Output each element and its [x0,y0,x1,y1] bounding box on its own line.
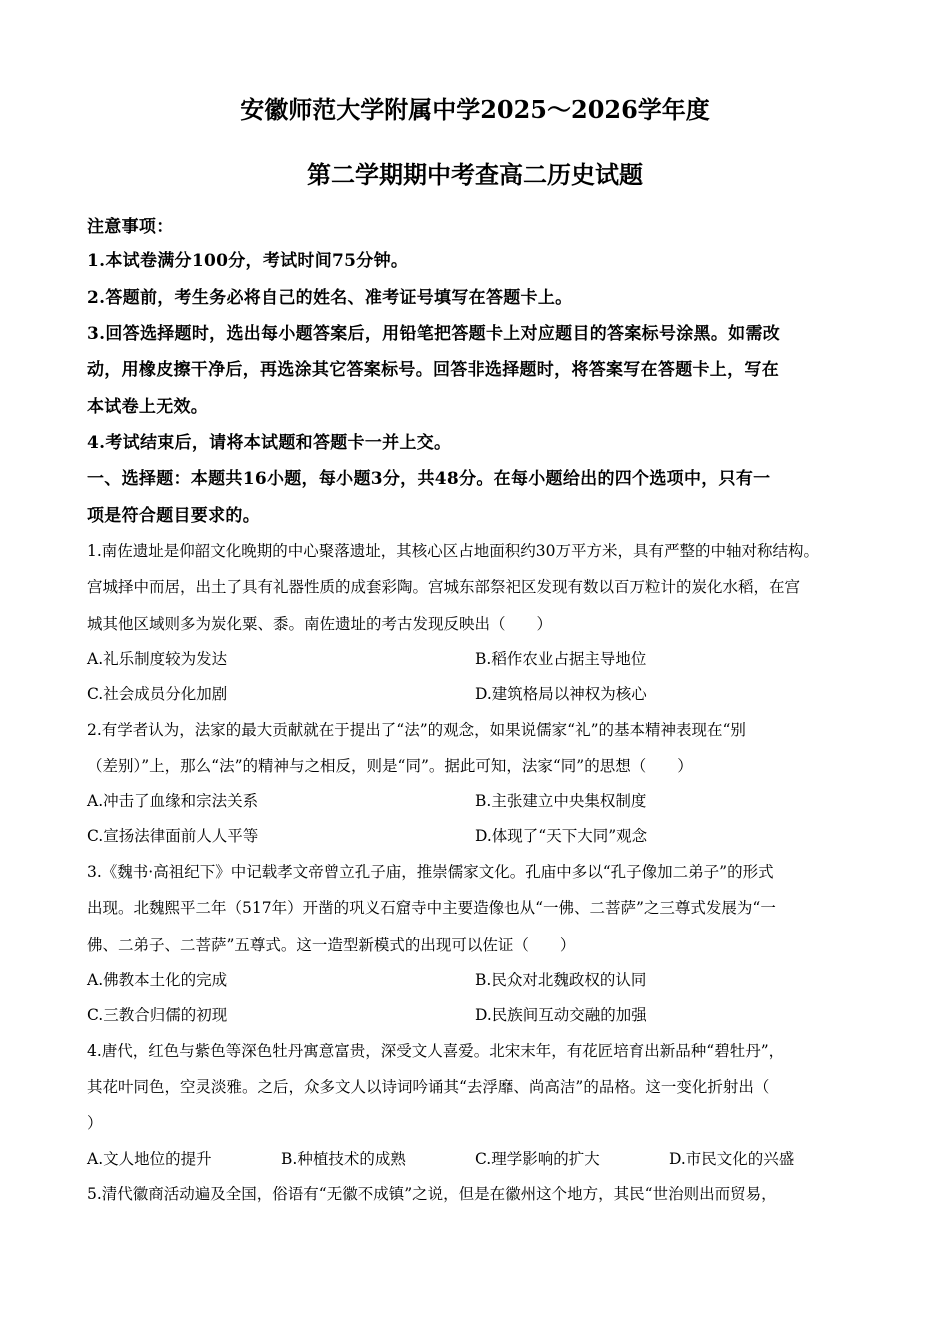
question-1-option-a: A.礼乐制度较为发达 [87,650,228,668]
question-4-option-c: C.理学影响的扩大 [475,1150,600,1168]
question-3-line3: 佛、二弟子、二菩萨”五尊式。这一造型新模式的出现可以佐证（ ） [87,936,576,954]
question-5-line1: 5.清代徽商活动遍及全国，俗语有“无徽不成镇”之说，但是在徽州这个地方，其民“世治则出而贸易， [87,1185,777,1203]
question-4-line1: 4.唐代，红色与紫色等深色牡丹寓意富贵，深受文人喜爱。北宋末年，有花匠培育出新品种“碧牡丹”， [87,1042,785,1060]
section1-instructions-line2: 项是符合题目要求的。 [87,506,260,526]
question-1-option-c: C.社会成员分化加剧 [87,685,228,703]
question-4-option-b: B.种植技术的成熟 [281,1150,406,1168]
question-4-option-a: A.文人地位的提升 [87,1150,212,1168]
question-2-option-c: C.宣扬法律面前人人平等 [87,827,259,845]
note-2: 2.答题前，考生务必将自己的姓名、准考证号填写在答题卡上。 [87,288,573,308]
question-1-line2: 宫城择中而居，出土了具有礼器性质的成套彩陶。宫城东部祭祀区发现有数以百万粒计的炭化水稻，在宫 [87,578,801,596]
note-1: 1.本试卷满分100分，考试时间75分钟。 [87,251,409,271]
question-4-line2: 其花叶同色，空灵淡雅。之后，众多文人以诗词吟诵其“去浮靡、尚高洁”的品格。这一变化折射出（ [87,1078,770,1096]
question-1-option-d: D.建筑格局以神权为核心 [475,685,647,703]
question-2-option-d: D.体现了“天下大同”观念 [475,827,648,845]
note-3-line2: 动，用橡皮擦干净后，再选涂其它答案标号。回答非选择题时，将答案写在答题卡上，写在 [87,360,779,380]
question-2-option-a: A.冲击了血缘和宗法关系 [87,792,259,810]
question-3-line2: 出现。北魏熙平二年（517年）开凿的巩义石窟寺中主要造像也从“一佛、二菩萨”之三尊式发展为“一 [87,899,776,917]
question-3-option-b: B.民众对北魏政权的认同 [475,971,647,989]
question-3-option-a: A.佛教本土化的完成 [87,971,228,989]
question-3-option-c: C.三教合归儒的初现 [87,1006,228,1024]
question-1-line1: 1.南佐遗址是仰韶文化晚期的中心聚落遗址，其核心区占地面积约30万平方米，具有严整的中轴对称结构。 [87,542,820,560]
question-2-line1: 2.有学者认为，法家的最大贡献就在于提出了“法”的观念，如果说儒家“礼”的基本精神表现在“别 [87,721,746,739]
note-3-line1: 3.回答选择题时，选出每小题答案后，用铅笔把答题卡上对应题目的答案标号涂黑。如需改 [87,324,781,344]
question-2-line2: （差别）”上，那么“法”的精神与之相反，则是“同”。据此可知，法家“同”的思想（ ） [87,757,693,775]
question-3-option-d: D.民族间互动交融的加强 [475,1006,647,1024]
section1-instructions-line1: 一、选择题：本题共16小题，每小题3分，共48分。在每小题给出的四个选项中，只有一 [87,469,771,489]
exam-title-line2: 第二学期期中考查高二历史试题 [307,160,643,189]
question-2-option-b: B.主张建立中央集权制度 [475,792,647,810]
note-4: 4.考试结束后，请将本试题和答题卡一并上交。 [87,433,452,453]
question-1-line3: 城其他区域则多为炭化粟、黍。南佐遗址的考古发现反映出（ ） [87,615,553,633]
note-3-line3: 本试卷上无效。 [87,397,209,417]
notes-heading: 注意事项： [87,217,174,237]
question-4-line3: ） [87,1114,103,1132]
question-4-option-d: D.市民文化的兴盛 [669,1150,795,1168]
question-1-option-b: B.稻作农业占据主导地位 [475,650,647,668]
exam-title-line1: 安徽师范大学附属中学2025～2026学年度 [240,95,710,124]
question-3-line1: 3.《魏书·高祖纪下》中记载孝文帝曾立孔子庙，推崇儒家文化。孔庙中多以“孔子像加二弟子”的形式 [87,863,774,881]
